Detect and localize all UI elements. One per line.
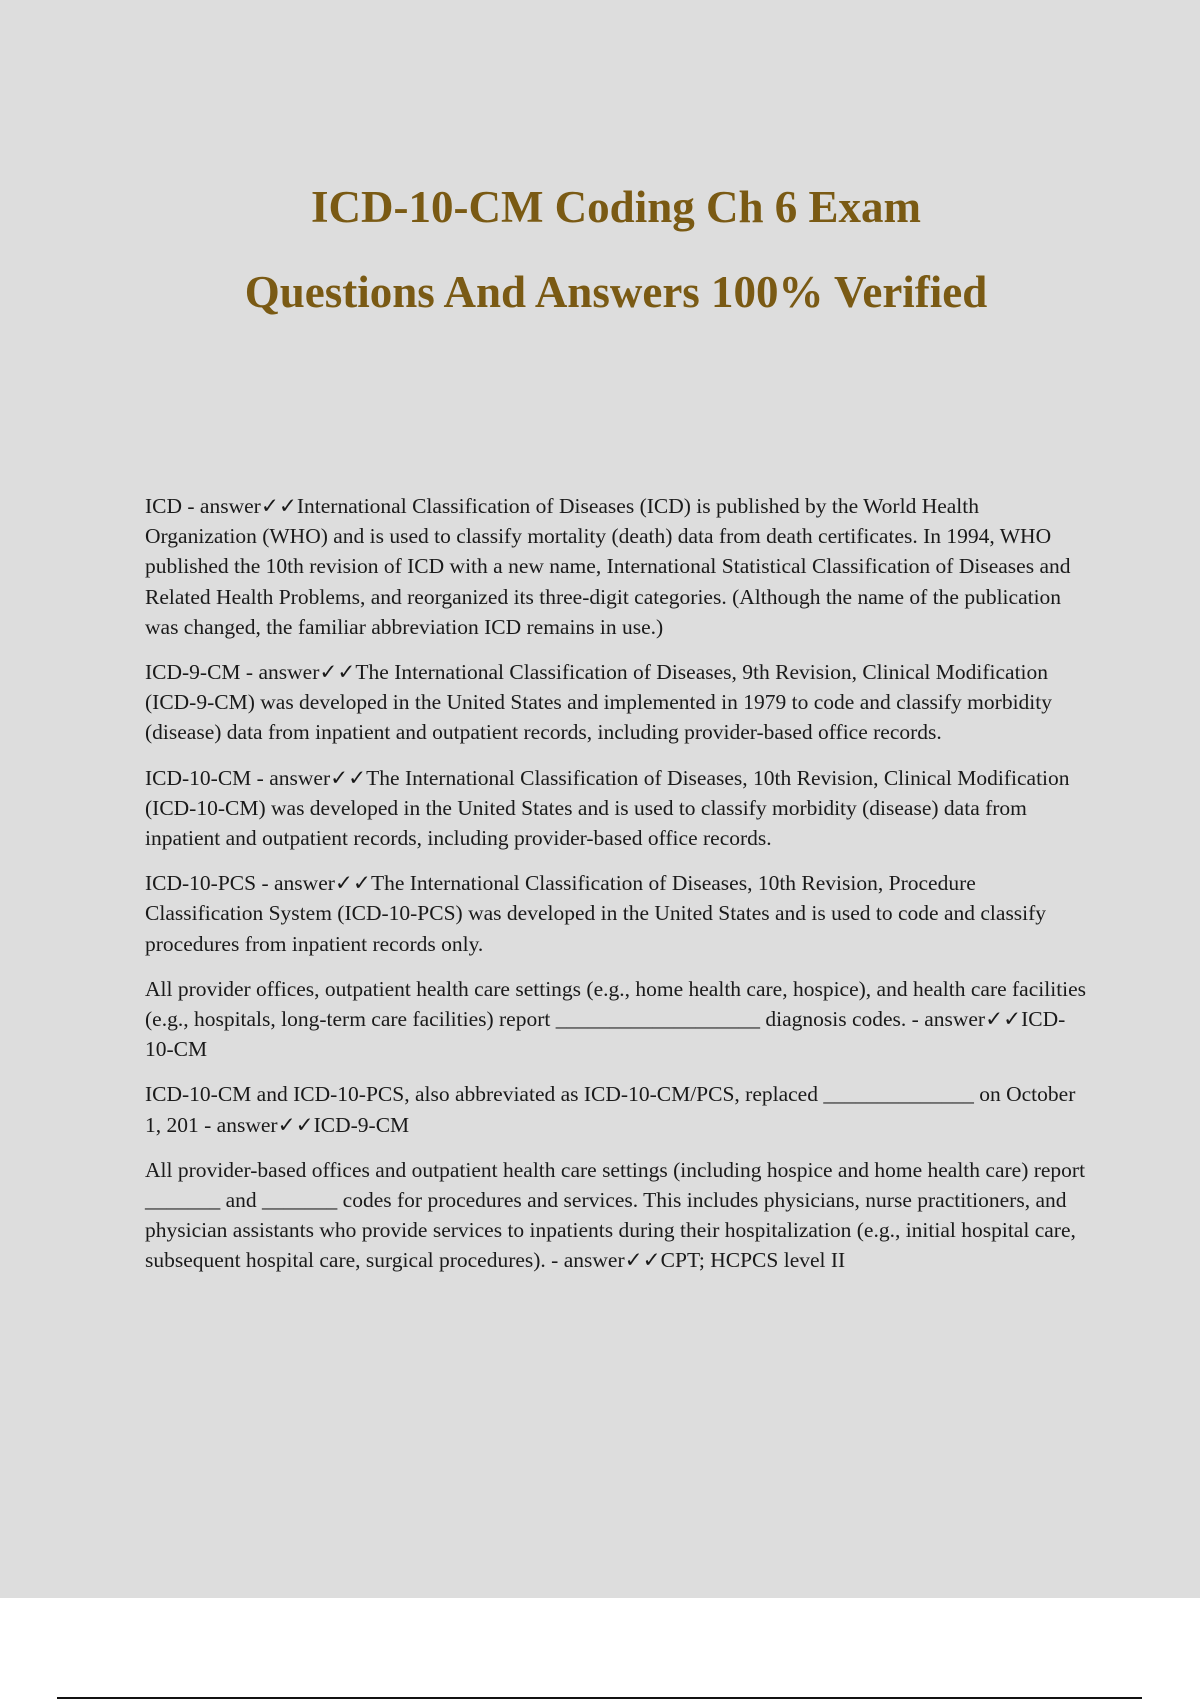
qa-entry-procedure-codes <box>145 1155 1090 1276</box>
title-line-1: ICD-10-CM Coding Ch 6 Exam <box>310 182 922 232</box>
checkmark-icon: ✓✓ <box>277 1112 314 1137</box>
qa-entry-icd-9-cm <box>145 657 1090 748</box>
answer-text: The International Classification of Diseases, 9th Revision, Clinical Modification (ICD-9-CM) was developed in the United States and implemented in 1979 to code and classify morbidity (disease) data from inpatient and outpatient records, including provider-based office records. <box>145 660 1052 745</box>
checkmark-icon: ✓✓ <box>624 1248 661 1273</box>
answer-text: The International Classification of Diseases, 10th Revision, Procedure Classification System (ICD-10-PCS) was developed in the United States and is used to code and classify procedures from inpatient records only. <box>145 871 1047 956</box>
checkmark-icon: ✓✓ <box>985 1007 1022 1032</box>
checkmark-icon: ✓✓ <box>330 765 367 790</box>
qa-entry-icd-10-pcs <box>145 868 1090 959</box>
document-title <box>0 165 1200 335</box>
qa-entry-diagnosis-codes <box>145 974 1090 1065</box>
checkmark-icon: ✓✓ <box>260 494 297 518</box>
question-text: ICD-10-CM and ICD-10-PCS, also abbreviated as ICD-10-CM/PCS, replaced ______________ on October 1, 201 - answer <box>145 1082 1076 1137</box>
title-line-2: Questions And Answers 100% Verified <box>244 267 988 317</box>
answer-text: International Classification of Diseases (ICD) is published by the World Health Organization (WHO) and is used to classify mortality (death) data from death certificates. In 1994, WHO published the 10th revision of ICD with a new name, International Statistical Classification of Diseases and Related Health Problems, and reorganized its three-digit categories. (Although the name of the publication was changed, the familiar abbreviation ICD remains in use.) <box>145 494 1071 639</box>
qa-entry-replaced <box>145 1079 1090 1139</box>
question-text: All provider offices, outpatient health care settings (e.g., home health care, hospice), and health care facilities (e.g., hospitals, long-term care facilities) report ___________________ diagnosis codes. - answer <box>145 976 1087 1032</box>
question-text: ICD - answer <box>145 494 261 518</box>
checkmark-icon: ✓✓ <box>334 871 371 896</box>
qa-entry-icd <box>145 491 1090 642</box>
question-text: All provider-based offices and outpatient health care settings (including hospice and home health care) report _______ and _______ codes for procedures and services. This includes physicians, nurse practitioners, and physician assistants who provide services to inpatients during their hospitalization (e.g., initial hospital care, subsequent hospital care, surgical procedures). - answer <box>145 1157 1086 1273</box>
checkmark-icon: ✓✓ <box>319 660 356 685</box>
answer-text: ICD-9-CM <box>313 1112 410 1137</box>
qa-list <box>145 491 1090 1291</box>
question-text: ICD-10-CM - answer <box>145 765 331 790</box>
answer-text: CPT; HCPCS level II <box>660 1248 846 1273</box>
question-text: ICD-9-CM - answer <box>145 660 320 685</box>
answer-text: The International Classification of Diseases, 10th Revision, Clinical Modification (ICD-10-CM) was developed in the United States and is used to classify morbidity (disease) data from inpatient and outpatient records, including provider-based office records. <box>145 765 1070 851</box>
question-text: ICD-10-PCS - answer <box>145 871 335 896</box>
answer-text: ICD-10-CM <box>145 1007 1066 1062</box>
qa-entry-icd-10-cm <box>145 763 1090 854</box>
footer-divider <box>57 1697 1142 1699</box>
